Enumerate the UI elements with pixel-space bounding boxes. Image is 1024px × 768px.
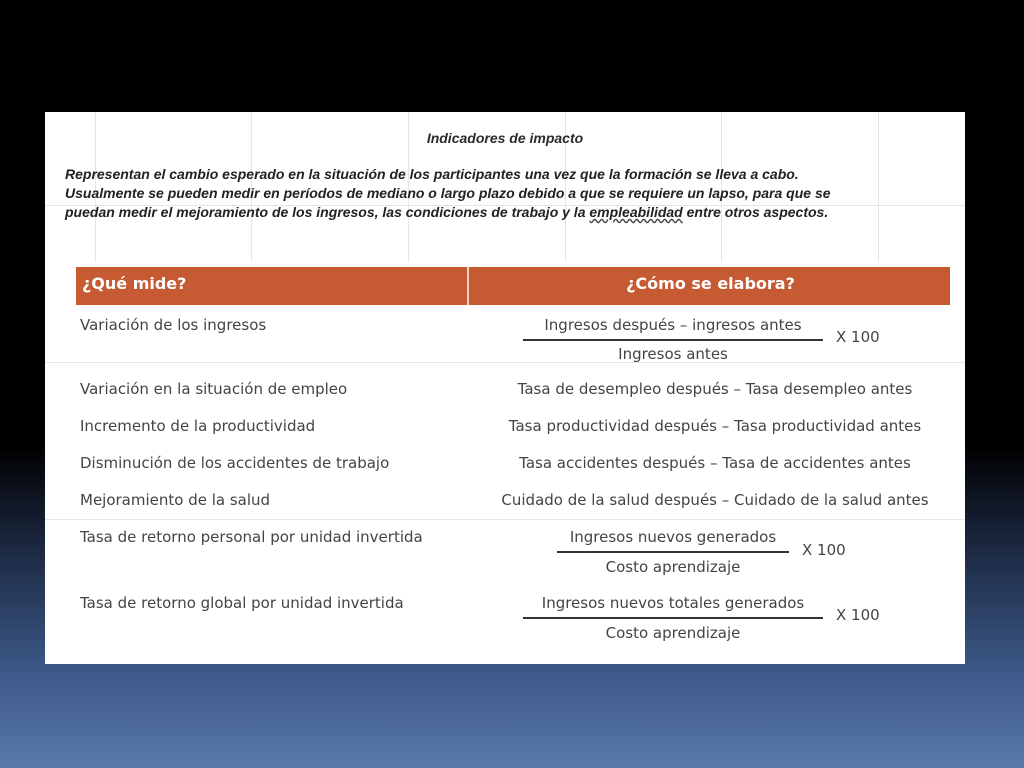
grid-line — [45, 519, 965, 520]
table-cell-mide: Incremento de la productividad — [80, 417, 316, 435]
formula-multiplier: X 100 — [836, 328, 880, 346]
fraction-bar — [523, 339, 823, 341]
table-cell-mide: Tasa de retorno global por unidad invertida — [80, 594, 404, 612]
table-cell-mide: Variación de los ingresos — [80, 316, 267, 334]
formula-denominator: Ingresos antes — [618, 345, 728, 363]
description-text: entre otros aspectos. — [682, 204, 829, 220]
description-line: Representan el cambio esperado en la situación de los participantes una vez que la formación se lleva a cabo. — [65, 166, 799, 182]
grid-line — [45, 362, 965, 363]
table-cell-mide: Variación en la situación de empleo — [80, 380, 348, 398]
description-keyword: empleabilidad — [589, 204, 683, 220]
description-text: puedan medir el mejoramiento de los ingresos, las condiciones de trabajo y la — [65, 204, 590, 220]
header-que-mide: ¿Qué mide? — [76, 267, 469, 305]
formula-denominator: Costo aprendizaje — [605, 624, 741, 642]
formula-numerator: Ingresos nuevos generados — [569, 528, 777, 546]
table-cell-formula: Tasa de desempleo después – Tasa desempleo antes — [517, 380, 913, 398]
table-cell-mide: Tasa de retorno personal por unidad invertida — [80, 528, 423, 546]
table-cell-formula: Tasa productividad después – Tasa productividad antes — [508, 417, 922, 435]
fraction-bar — [557, 551, 789, 553]
formula-denominator: Costo aprendizaje — [605, 558, 741, 576]
description — [65, 165, 955, 222]
formula-numerator: Ingresos nuevos totales generados — [541, 594, 805, 612]
formula-multiplier: X 100 — [836, 606, 880, 624]
formula-multiplier: X 100 — [802, 541, 846, 559]
slide-panel — [45, 112, 965, 664]
table-header — [76, 267, 950, 305]
table-cell-mide: Mejoramiento de la salud — [80, 491, 271, 509]
fraction-bar — [523, 617, 823, 619]
formula-fraction — [557, 528, 789, 580]
page-title: Indicadores de impacto — [426, 130, 584, 146]
description-line: Usualmente se pueden medir en períodos de mediano o largo plazo debido a que se requiere un lapso, para que se — [65, 185, 831, 201]
formula-fraction — [523, 594, 823, 646]
table-cell-mide: Disminución de los accidentes de trabajo — [80, 454, 390, 472]
description-line — [65, 203, 955, 222]
header-como-se-elabora: ¿Cómo se elabora? — [626, 274, 795, 293]
formula-numerator: Ingresos después – ingresos antes — [544, 316, 802, 334]
table-cell-formula: Tasa accidentes después – Tasa de accidentes antes — [519, 454, 911, 472]
formula-fraction — [523, 316, 823, 368]
table-cell-formula: Cuidado de la salud después – Cuidado de la salud antes — [501, 491, 929, 509]
